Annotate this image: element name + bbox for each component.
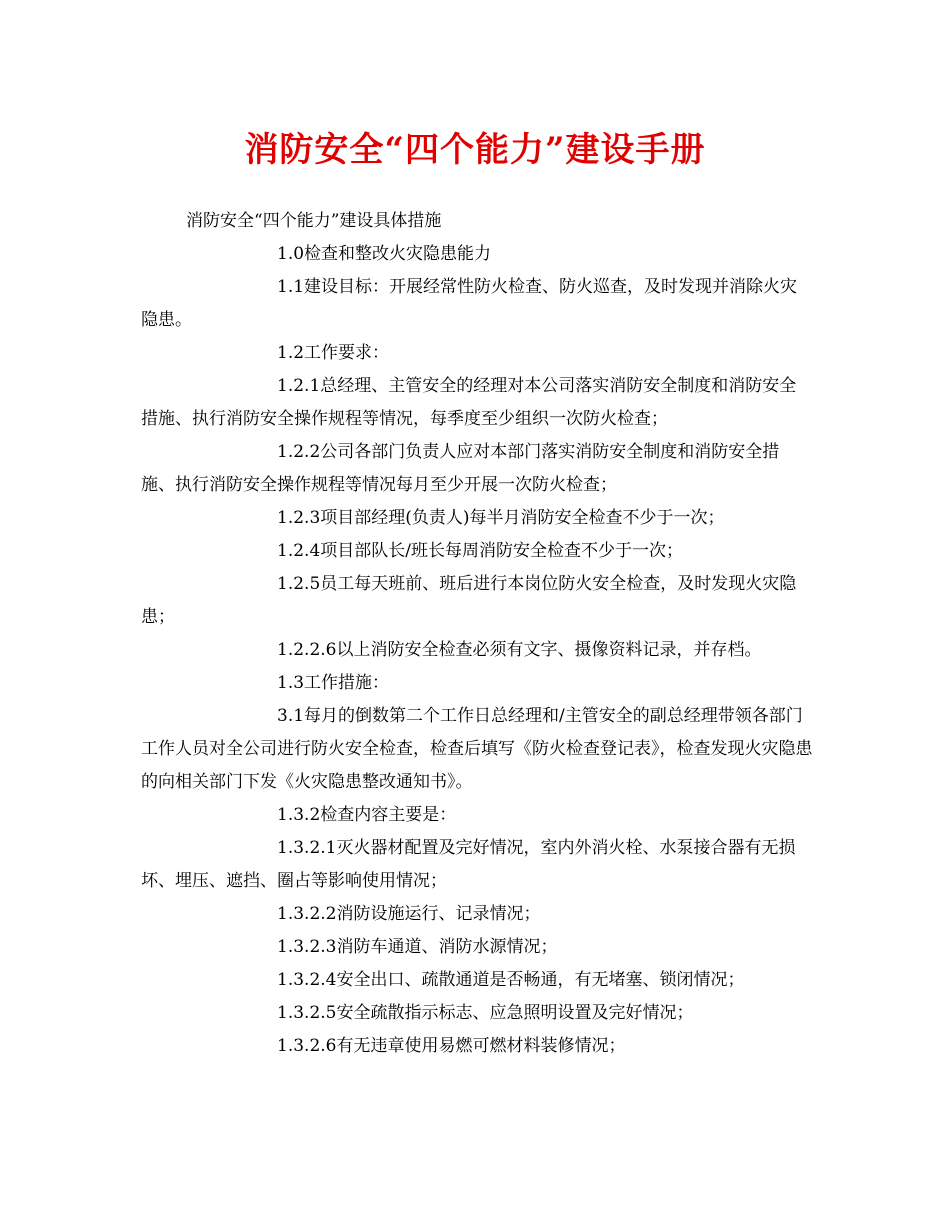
paragraph-14: 1.3.2.2消防设施运行、记录情况； <box>277 904 541 924</box>
paragraph-15: 1.3.2.3消防车通道、消防水源情况； <box>277 937 558 957</box>
paragraph-7: 1.2.4项目部队长/班长每周消防安全检查不少于一次； <box>277 541 683 561</box>
paragraph-18: 1.3.2.6有无违章使用易燃可燃材料装修情况； <box>277 1036 626 1056</box>
paragraph-8: 1.2.5员工每天班前、班后进行本岗位防火安全检查，及时发现火灾隐患； <box>141 574 797 627</box>
paragraph-3: 1.2工作要求： <box>277 343 390 363</box>
paragraph-16: 1.3.2.4安全出口、疏散通道是否畅通，有无堵塞、锁闭情况； <box>277 970 745 990</box>
paragraph-5: 1.2.2公司各部门负责人应对本部门落实消防安全制度和消防安全措施、执行消防安全操作规程等情况每月至少开展一次防火检查； <box>141 442 780 495</box>
paragraph-2: 1.1建设目标：开展经常性防火检查、防火巡查，及时发现并消除火灾隐患。 <box>141 277 798 330</box>
paragraph-1: 1.0检查和整改火灾隐患能力 <box>277 244 492 264</box>
paragraph-13: 1.3.2.1灭火器材配置及完好情况，室内外消火栓、水泵接合器有无损坏、埋压、遮挡、圈占等影响使用情况； <box>141 838 796 891</box>
document-title: 消防安全“四个能力”建设手册 <box>244 130 706 170</box>
paragraph-6: 1.2.3项目部经理(负责人)每半月消防安全检查不少于一次； <box>277 508 725 528</box>
paragraph-0: 消防安全“四个能力”建设具体措施 <box>186 211 442 231</box>
paragraph-9: 1.2.2.6以上消防安全检查必须有文字、摄像资料记录，并存档。 <box>277 640 762 660</box>
paragraph-4: 1.2.1总经理、主管安全的经理对本公司落实消防安全制度和消防安全措施、执行消防安全操作规程等情况，每季度至少组织一次防火检查； <box>141 376 797 429</box>
paragraph-17: 1.3.2.5安全疏散指示标志、应急照明设置及完好情况； <box>277 1003 694 1023</box>
paragraph-11: 3.1每月的倒数第二个工作日总经理和/主管安全的副总经理带领各部门工作人员对全公司进行防火安全检查，检查后填写《防火检查登记表》，检查发现火灾隐患的向相关部门下发《火灾隐患整改通知书》。 <box>141 706 813 792</box>
paragraph-10: 1.3工作措施： <box>277 673 390 693</box>
document-body <box>141 205 813 1063</box>
paragraph-12: 1.3.2检查内容主要是： <box>277 805 457 825</box>
